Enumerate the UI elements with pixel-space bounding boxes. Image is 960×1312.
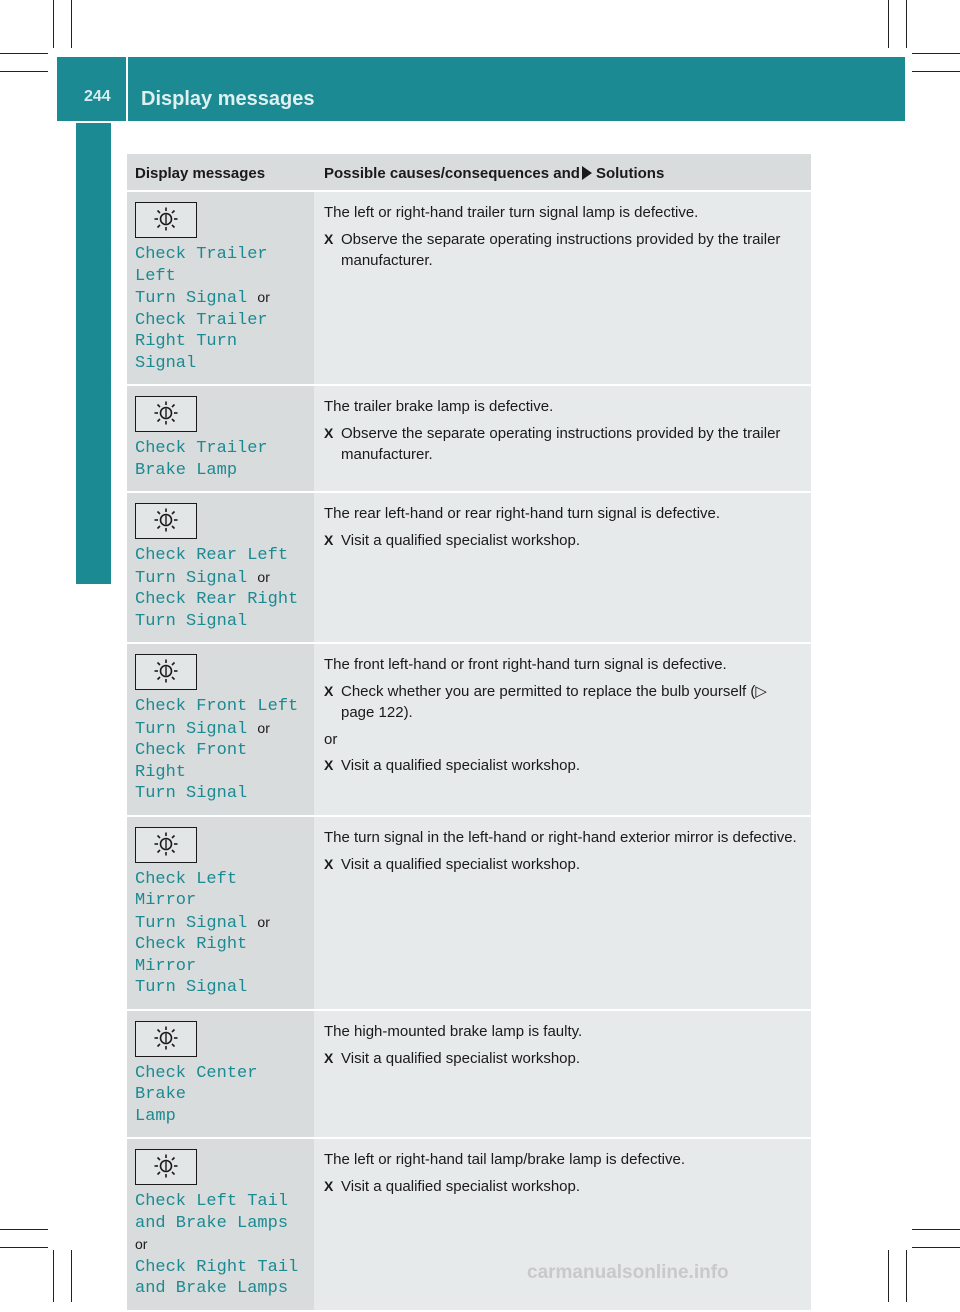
or-connector: or [257,719,270,736]
display-message-line [135,438,306,460]
crop-mark [0,53,48,54]
solution-cell [314,816,811,1010]
display-message-line [135,589,306,611]
display-message-text: and Brake Lamps [135,1279,289,1298]
display-message-line [135,1063,306,1106]
message-cell [127,1010,314,1139]
lamp-indicator-box [135,1021,197,1057]
crop-mark [912,71,960,72]
or-connector: or [135,1236,148,1252]
lamp-warning-icon [154,1154,178,1178]
display-messages-table [127,154,811,1312]
solution-step [324,681,801,723]
display-message-line [135,1257,306,1279]
crop-mark [53,1250,54,1302]
crop-mark [912,53,960,54]
display-message-line [135,696,306,718]
solution-step-text: Visit a qualified specialist workshop. [341,1178,581,1195]
display-message-text: Check Right Mirror [135,935,248,976]
solution-step [324,530,801,551]
display-message-text: Lamp [135,1106,176,1126]
solution-step-text: Visit a qualified specialist workshop. [341,532,581,549]
display-message-text: Check Left Tail [135,1192,289,1211]
crop-mark [0,71,48,72]
lamp-indicator-box [135,503,197,539]
step-marker-icon: X [324,757,334,773]
display-message-line [135,331,306,374]
table-header-row [127,154,811,191]
display-message-text: Turn Signal [135,568,248,588]
col-header-solutions-pre: Possible causes/consequences and [324,164,580,182]
display-message-line [135,567,306,590]
crop-mark [906,0,907,48]
crop-mark [888,0,889,48]
display-message-text: Turn Signal [135,913,248,933]
crop-mark [53,0,54,48]
display-message-line [135,1106,306,1128]
watermark: carmanualsonline.info [527,1262,729,1283]
solution-step-text: Observe the separate operating instructions provided by the trailer manufacturer. [341,231,781,269]
display-message-text: Check Front Right [135,741,248,782]
solution-step [324,423,801,465]
display-message-text: Check Trailer [135,439,268,458]
lamp-indicator-box [135,654,197,690]
crop-mark [0,1229,48,1230]
lamp-warning-icon [154,508,178,532]
or-connector: or [257,289,270,305]
display-message-text: Check Trailer [135,310,268,330]
step-marker-icon: X [324,1049,334,1066]
display-message-text: Check Rear Right [135,590,299,609]
display-message-line [135,740,306,783]
display-message-line [135,244,306,287]
message-cell [127,816,314,1010]
solution-cell [314,1138,811,1311]
lamp-indicator-box [135,827,197,863]
crop-mark [71,0,72,48]
solution-cell [314,1010,811,1139]
solution-step-text: Visit a qualified specialist workshop. [341,855,581,873]
display-message-line [135,310,306,332]
display-message-text: Brake Lamp [135,460,238,480]
solution-step-text: Visit a qualified specialist workshop. [341,1049,581,1067]
message-cell [127,1138,314,1311]
header-divider [126,57,128,121]
display-message-line [135,1278,306,1300]
crop-mark [912,1229,960,1230]
crop-mark [0,1247,48,1248]
display-message-line [135,611,306,633]
col-header-messages: Display messages [127,154,314,191]
step-marker-icon: X [324,683,334,699]
solution-step [324,854,801,875]
message-cell [127,191,314,385]
step-marker-icon: X [324,1178,334,1194]
lamp-indicator-box [135,1149,197,1185]
table-row [127,816,811,1010]
lamp-indicator-box [135,202,197,238]
page-number: 244 [84,88,111,105]
display-message-text: Check Right Tail [135,1257,299,1277]
col-header-solutions-post: Solutions [595,164,665,182]
display-message-line [135,287,306,310]
display-message-line [135,977,306,999]
solution-cell [314,385,811,492]
table-row [127,385,811,492]
cause-description: The high-mounted brake lamp is faulty. [324,1022,583,1040]
cause-description: The trailer brake lamp is defective. [324,398,554,415]
display-message-text: Check Left Mirror [135,869,238,910]
lamp-warning-icon [154,207,178,231]
cause-description: The left or right-hand trailer turn signal lamp is defective. [324,204,699,221]
col-header-solutions [314,154,811,191]
or-connector: or [257,913,270,930]
crop-mark [906,1250,907,1302]
page-title: Display messages [141,88,315,110]
display-message-line [135,1191,306,1213]
display-message-text: Turn Signal [135,784,248,803]
display-message-text: Turn Signal [135,289,248,308]
side-tab-text: On-board computer and displays [86,200,109,530]
step-marker-icon: X [324,425,334,441]
solution-step [324,755,801,776]
lamp-warning-icon [154,832,178,856]
message-cell [127,492,314,643]
message-cell [127,643,314,816]
crop-mark [912,1247,960,1248]
table-row [127,643,811,816]
solution-step [324,229,801,271]
table-row [127,1010,811,1139]
cause-description: The rear left-hand or rear right-hand turn signal is defective. [324,505,721,522]
display-message-line [135,783,306,805]
solution-step-text: Visit a qualified specialist workshop. [341,757,581,774]
solution-cell [314,643,811,816]
display-message-text: Check Front Left [135,697,299,716]
solution-step [324,1048,801,1069]
display-message-line [135,460,306,482]
side-tab-divider [76,121,111,123]
crop-mark [888,1250,889,1302]
display-message-text: Check Trailer Left [135,245,268,286]
cause-description: The left or right-hand tail lamp/brake lamp is defective. [324,1151,686,1168]
display-message-text: Check Rear Left [135,546,289,565]
cause-description: The turn signal in the left-hand or right-hand exterior mirror is defective. [324,828,797,846]
display-message-text: Check Center Brake [135,1063,258,1104]
solution-step-text: Observe the separate operating instructions provided by the trailer manufacturer. [341,425,781,463]
display-message-line [135,545,306,567]
crop-mark [71,1250,72,1302]
lamp-warning-icon [154,401,178,425]
display-message-line [135,934,306,977]
display-message-line [135,869,306,912]
display-message-line [135,912,306,935]
display-message-text: Turn Signal [135,719,248,739]
solution-cell [314,492,811,643]
step-marker-icon: X [324,532,334,548]
step-marker-icon: X [324,855,334,872]
play-arrow-icon [582,166,592,180]
solution-cell [314,191,811,385]
cause-description: The front left-hand or front right-hand turn signal is defective. [324,656,727,673]
display-message-text: Right Turn Signal [135,332,238,373]
solution-step [324,1176,801,1197]
lamp-indicator-box [135,396,197,432]
solution-step-text: Check whether you are permitted to replace the bulb yourself (▷ page 122). [341,683,767,721]
or-connector: or [257,568,270,585]
or-separator: or [324,731,338,748]
table-row [127,1138,811,1311]
display-message-text: Turn Signal [135,611,248,631]
display-message-text: Turn Signal [135,978,248,997]
lamp-warning-icon [154,659,178,683]
display-message-line [135,718,306,741]
display-message-line [135,1213,306,1257]
display-message-text: and Brake Lamps [135,1213,289,1233]
table-row [127,191,811,385]
step-marker-icon: X [324,231,334,247]
table-row [127,492,811,643]
lamp-warning-icon [154,1026,178,1050]
message-cell [127,385,314,492]
